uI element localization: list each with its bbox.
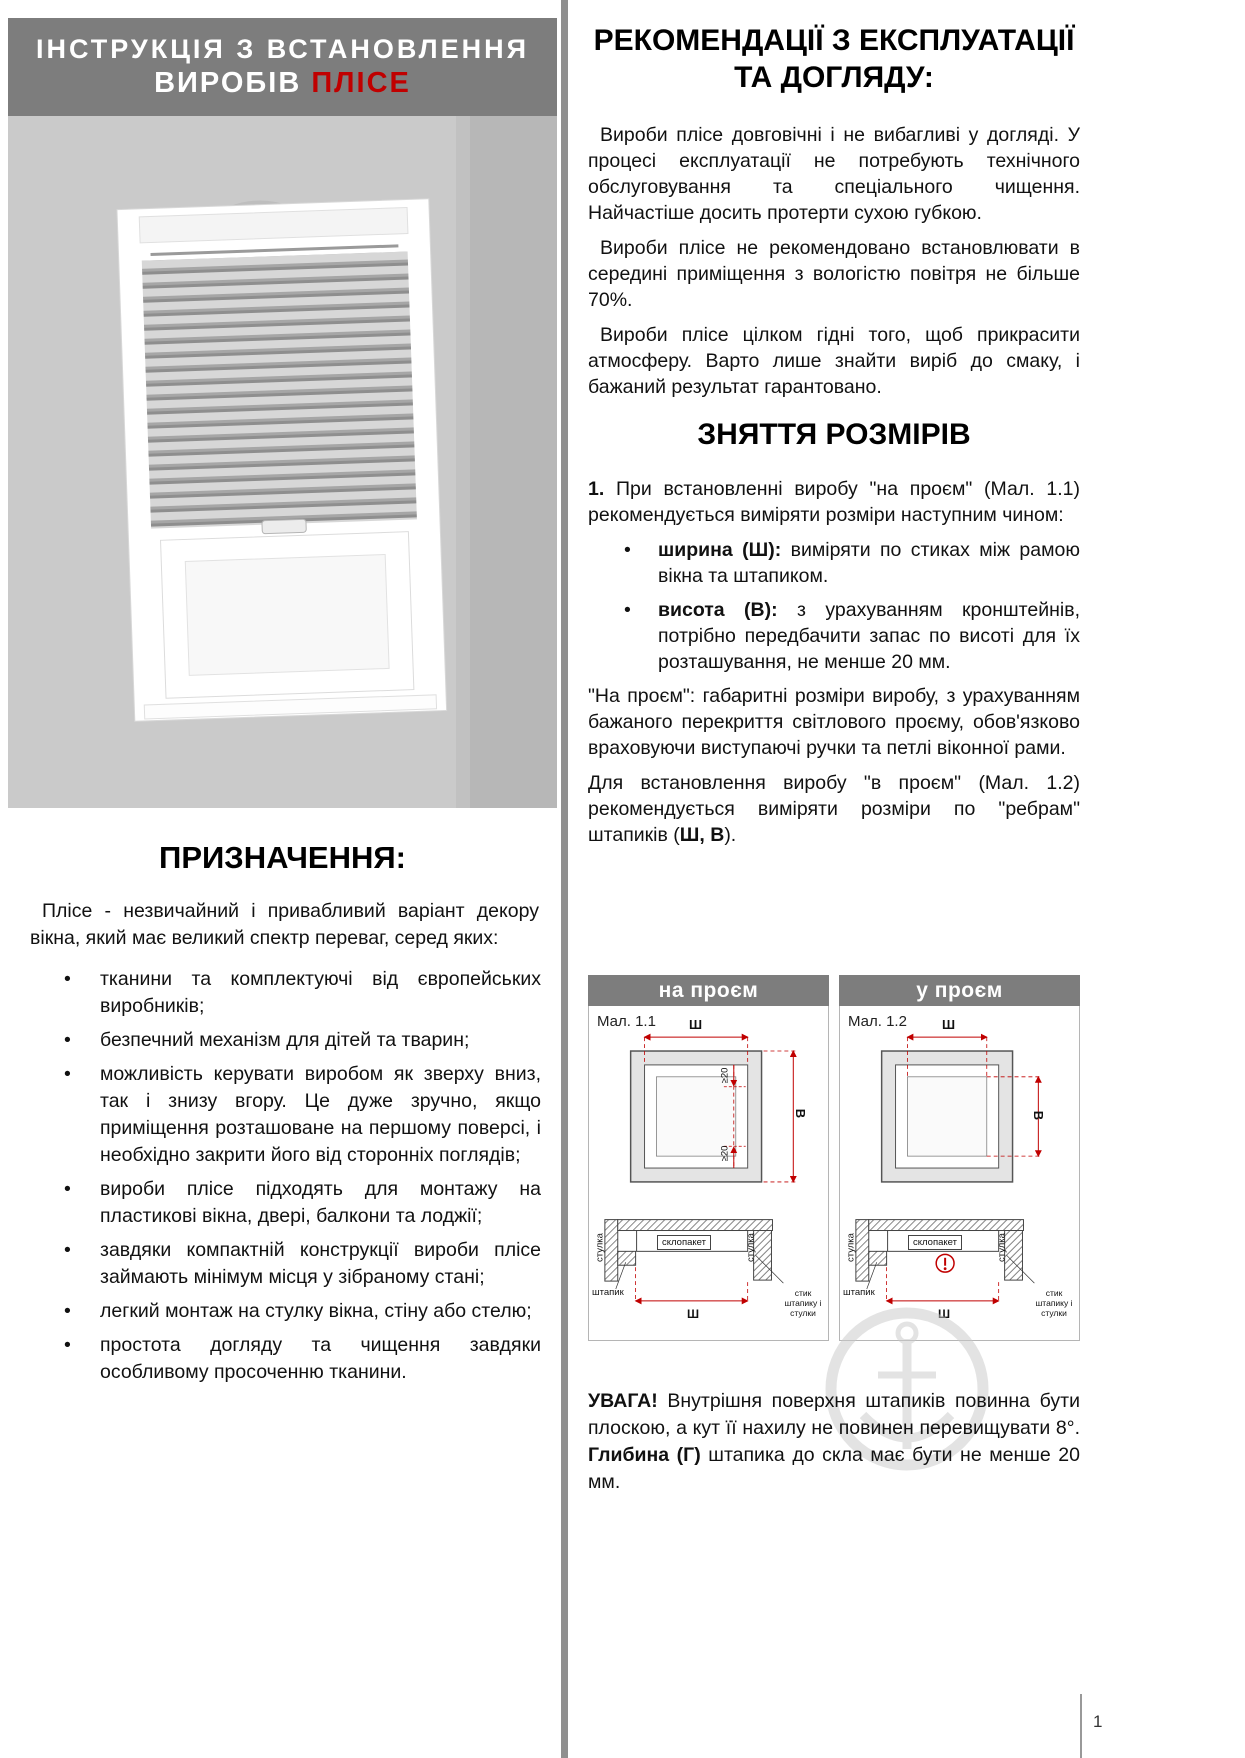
term-height-text: з урахуванням кронштейнів, потрібно передбачити запас по висоті для їх розташування, не менше 20 мм.: [658, 599, 1080, 673]
care-paragraph: Вироби плісе цілком гідні того, щоб прикрасити атмосферу. Варто лише знайти виріб до смаку, і бажаний результат гарантовано.: [588, 324, 1080, 398]
blind-handle: [262, 519, 306, 534]
measuring-list: [588, 537, 1080, 675]
care-paragraph: Вироби плісе не рекомендовано встановлювати в середині приміщення з вологістю повітря не більше 70%.: [588, 237, 1080, 311]
list-item: • простота догляду та чищення завдяки особливому просоченню тканини.: [100, 1332, 541, 1386]
purpose-list: [8, 966, 557, 1386]
sash-label: стулка: [594, 1233, 606, 1262]
glazing-label: склопакет: [657, 1235, 711, 1250]
care-heading-line1: РЕКОМЕНДАЦІЇ З ЕКСПЛУАТАЦІЇ: [593, 24, 1075, 57]
step-text: При встановленні виробу "на проєм" (Мал. 1.1) рекомендується виміряти розміри наступним чином:: [588, 478, 1080, 526]
min-gap-label: ≥20: [719, 1145, 731, 1162]
warning-word: УВАГА!: [588, 1390, 658, 1412]
window-blind-illustration: [8, 116, 557, 808]
list-item: • тканини та комплектуючі від європейських виробників;: [100, 966, 541, 1020]
figure2-header: у проєм: [839, 975, 1080, 1006]
title-line2-accent: ПЛІСЕ: [311, 67, 411, 99]
depth-term: Глибина (Г): [588, 1444, 701, 1466]
column-divider: [561, 0, 568, 1758]
care-paragraph: Вироби плісе довговічні і не вибагливі у догляді. У процесі експлуатації не потребують технічного обслуговування та спеціального чищення. Найчастіше досить протерти сухою губкою.: [588, 124, 1080, 224]
bead-label: штапик: [592, 1287, 624, 1298]
section-dimension: [636, 1267, 748, 1301]
care-and-measuring-column: [588, 22, 1080, 857]
measuring-p2-dims: Ш, В: [679, 824, 725, 846]
width-label: Ш: [687, 1307, 700, 1321]
figure1-header: на проєм: [588, 975, 829, 1006]
term-height: висота (В):: [658, 599, 778, 621]
pleated-shade: [142, 252, 417, 529]
measuring-step1: [588, 476, 1080, 528]
warning-text1: Внутрішня поверхня штапиків повинна бути плоскою, а кут її нахилу не повинен перевищувати 8°.: [588, 1390, 1080, 1439]
title-line2-prefix: ВИРОБІВ: [154, 67, 312, 99]
glazing-label: склопакет: [908, 1235, 962, 1250]
sash-label: стулка: [845, 1233, 857, 1262]
sash-label: стулка: [996, 1233, 1008, 1262]
width-label: Ш: [942, 1017, 956, 1032]
step-number: 1.: [588, 478, 605, 500]
list-item: • безпечний механізм для дітей та тварин;: [100, 1027, 541, 1054]
footer-divider: [1080, 1694, 1082, 1758]
care-heading-line2: ТА ДОГЛЯДУ:: [734, 61, 934, 94]
window-glass: [185, 554, 389, 675]
warning-text2: штапика до скла має бути не менше 20 мм.: [588, 1444, 1081, 1493]
list-item: [658, 597, 1080, 675]
purpose-heading: ПРИЗНАЧЕННЯ:: [159, 840, 406, 875]
figure2-label: Мал. 1.2: [848, 1013, 907, 1030]
measuring-heading: ЗНЯТТЯ РОЗМІРІВ: [697, 418, 971, 451]
joint-label: стик штапику і стулки: [1035, 1288, 1073, 1318]
window-blind-drawing: [8, 116, 557, 808]
figure2-body: [839, 1006, 1080, 1341]
min-gap-label: ≥20: [719, 1067, 731, 1084]
title-line1: ІНСТРУКЦІЯ З ВСТАНОВЛЕННЯ: [35, 34, 530, 64]
purpose-intro: Плісе - незвичайний і привабливий варіант декору вікна, який має великий спектр переваг, серед яких:: [30, 900, 539, 949]
sash-label: стулка: [745, 1233, 757, 1262]
document-title-banner: [8, 18, 557, 116]
joint-label: стик штапику і стулки: [784, 1288, 822, 1318]
list-item: • можливість керувати виробом як зверху вниз, так і знизу вгору. Це дуже зручно, якщо приміщення розташоване на першому поверсі, і необхідно закрити його від сторонніх поглядів;: [100, 1061, 541, 1169]
page-number: 1: [1093, 1712, 1103, 1731]
bead-label: штапик: [843, 1287, 875, 1298]
care-heading: [588, 22, 1080, 96]
window-with-pleated-blind: [117, 199, 447, 722]
list-item: • завдяки компактній конструкції вироби плісе займають мінімум місця у зібраному стані;: [100, 1237, 541, 1291]
measuring-p2-end: ).: [724, 824, 737, 846]
term-width: ширина (Ш):: [658, 539, 782, 561]
wall-shadow-band: [470, 116, 557, 808]
height-label: В: [793, 1108, 809, 1119]
figure-in-opening: [839, 975, 1080, 1341]
list-item: • легкий монтаж на стулку вікна, стіну або стелю;: [100, 1298, 541, 1325]
figure-on-opening: [588, 975, 829, 1341]
cross-section: [605, 1220, 784, 1289]
term-width-text: виміряти по стиках між рамою вікна та штапиком.: [658, 539, 1080, 587]
width-label: Ш: [689, 1017, 703, 1032]
figure1-label: Мал. 1.1: [597, 1013, 656, 1030]
measuring-paragraph: "На проєм": габаритні розміри виробу, з урахуванням бажаного перекриття світлового проєму, обов'язково враховуючи виступаючі ручки та петлі віконної рами.: [588, 685, 1080, 759]
list-item: • вироби плісе підходять для монтажу на пластикові вікна, двері, балкони та лоджії;: [100, 1176, 541, 1230]
measurement-figures: [588, 975, 1080, 1341]
warning-note: [588, 1388, 1080, 1496]
window-plan: [631, 1051, 762, 1182]
figure1-body: [588, 1006, 829, 1341]
window-plan: [882, 1051, 1013, 1182]
list-item: [658, 537, 1080, 589]
purpose-section: [8, 840, 557, 1393]
title-line2: [8, 67, 557, 100]
width-label: Ш: [938, 1307, 951, 1321]
height-label: В: [1031, 1110, 1047, 1121]
measuring-p2-start: Для встановлення виробу "в проєм" (Мал. 1.2) рекомендується виміряти розміри по "ребрам" штапиків (: [588, 772, 1080, 846]
warning-icon: [936, 1254, 954, 1272]
measuring-paragraph: [588, 770, 1080, 848]
